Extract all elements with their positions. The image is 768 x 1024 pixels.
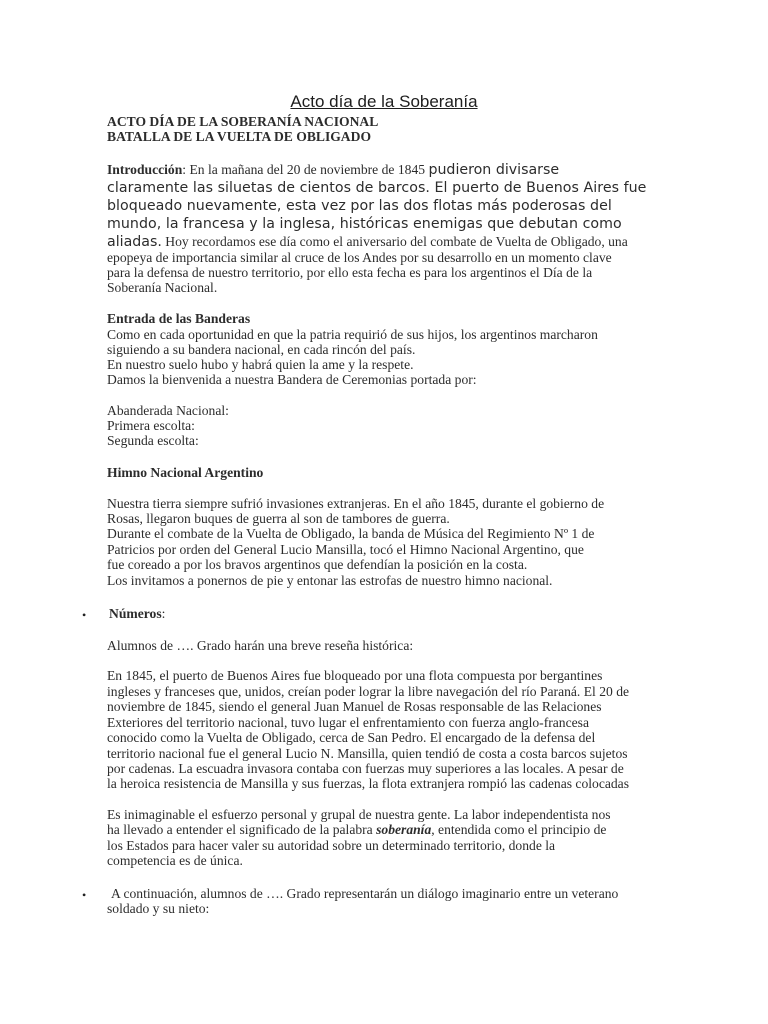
role-primera-escolta: Primera escolta: <box>107 418 195 433</box>
heading-acto: ACTO DÍA DE LA SOBERANÍA NACIONAL <box>107 114 379 129</box>
numeros-label: Números <box>109 606 162 621</box>
himno-line-1: Nuestra tierra siempre sufrió invasiones extranjeras. En el año 1845, durante el gobierno de <box>107 496 605 511</box>
intro-line-3: bloqueado nuevamente, esta vez por las dos flotas más poderosas del <box>107 198 612 214</box>
banderas-line-4: Damos la bienvenida a nuestra Bandera de Ceremonias portada por: <box>107 372 477 387</box>
numeros-bullet: • <box>82 608 87 622</box>
numeros-p1-line-5: conocido como la Vuelta de Obligado, cerca de San Pedro. El encargado de la defensa del <box>107 730 596 745</box>
intro-colon: : <box>182 162 190 177</box>
numeros-heading <box>109 606 165 622</box>
dialogo-bullet: • <box>82 888 87 902</box>
intro-line-1 <box>107 162 559 178</box>
intro-sans-1: pudieron divisarse <box>428 162 560 178</box>
intro-line-6: epopeya de importancia similar al cruce de los Andes por su desarrollo en un momento clave <box>107 250 612 265</box>
banderas-line-3: En nuestro suelo hubo y habrá quien la ame y la respete. <box>107 357 414 372</box>
intro-line-7: para la defensa de nuestro territorio, por ello esta fecha es para los argentinos el Día de la <box>107 265 593 280</box>
himno-line-2: Rosas, llegaron buques de guerra al son de tambores de guerra. <box>107 511 450 526</box>
p2-post: , entendida como el principio de <box>431 822 607 837</box>
numeros-p1-line-3: noviembre de 1845, siendo el general Juan Manuel de Rosas responsable de las Relaciones <box>107 699 602 714</box>
intro-sans-5: aliadas. <box>107 234 162 250</box>
intro-line-4: mundo, la francesa y la inglesa, históricas enemigas que debutan como <box>107 216 622 232</box>
dialogo-line-1: A continuación, alumnos de …. Grado representarán un diálogo imaginario entre un veterano <box>111 886 619 901</box>
himno-line-6: Los invitamos a ponernos de pie y entonar las estrofas de nuestro himno nacional. <box>107 573 553 588</box>
himno-line-5: fue coreado a por los bravos argentinos que defendían la posición en la costa. <box>107 557 528 572</box>
banderas-line-2: siguiendo a su bandera nacional, en cada rincón del país. <box>107 342 416 357</box>
numeros-p1-line-1: En 1845, el puerto de Buenos Aires fue bloqueado por una flota compuesta por bergantines <box>107 668 603 683</box>
numeros-p2-line-3: los Estados para hacer valer su autoridad sobre un determinado territorio, donde la <box>107 838 556 853</box>
numeros-p1-line-6: territorio nacional fue el general Lucio N. Mansilla, quien tendió de costa a costa barcos sujetos <box>107 746 628 761</box>
himno-heading: Himno Nacional Argentino <box>107 465 264 480</box>
heading-batalla: BATALLA DE LA VUELTA DE OBLIGADO <box>107 129 372 144</box>
numeros-p1-line-7: por cadenas. La escuadra invasora contaba con fuerzas muy superiores a las locales. A pesar de <box>107 761 624 776</box>
dialogo-line-2: soldado y su nieto: <box>107 901 210 916</box>
soberania-emphasis: soberanía <box>376 822 432 837</box>
numeros-colon: : <box>161 606 166 621</box>
numeros-p2-line-4: competencia es de única. <box>107 853 243 868</box>
intro-serif-5: Hoy recordamos ese día como el aniversario del combate de Vuelta de Obligado, una <box>161 234 628 249</box>
himno-line-4: Patricios por orden del General Lucio Mansilla, tocó el Himno Nacional Argentino, que <box>107 542 584 557</box>
role-segunda-escolta: Segunda escolta: <box>107 433 199 448</box>
intro-line-2: claramente las siluetas de cientos de barcos. El puerto de Buenos Aires fue <box>107 180 647 196</box>
numeros-p1-line-2: ingleses y franceses que, unidos, creían poder lograr la libre navegación del río Paraná. El 20 de <box>107 684 630 699</box>
numeros-p1-line-8: la heroica resistencia de Mansilla y sus fuerzas, la flota extranjera rompió las cadenas colocadas <box>107 776 630 791</box>
numeros-p2-line-1: Es inimaginable el esfuerzo personal y grupal de nuestra gente. La labor independentista nos <box>107 807 611 822</box>
numeros-intro: Alumnos de …. Grado harán una breve reseña histórica: <box>107 638 414 653</box>
himno-line-3: Durante el combate de la Vuelta de Obligado, la banda de Música del Regimiento Nº 1 de <box>107 526 595 541</box>
intro-serif-start: En la mañana del 20 de noviembre de 1845 <box>189 162 429 177</box>
banderas-heading: Entrada de las Banderas <box>107 311 251 326</box>
page-title: Acto día de la Soberanía <box>290 92 478 111</box>
intro-label: Introducción <box>107 162 183 177</box>
numeros-p2-line-2 <box>107 822 606 838</box>
intro-line-5 <box>107 234 628 250</box>
role-abanderada: Abanderada Nacional: <box>107 403 229 418</box>
numeros-p1-line-4: Exteriores del territorio nacional, tuvo lugar el enfrentamiento con fuerza anglo-francesa <box>107 715 589 730</box>
intro-line-8: Soberanía Nacional. <box>107 280 218 295</box>
p2-pre: ha llevado a entender el significado de la palabra <box>107 822 377 837</box>
banderas-line-1: Como en cada oportunidad en que la patria requirió de sus hijos, los argentinos marcharon <box>107 327 598 342</box>
